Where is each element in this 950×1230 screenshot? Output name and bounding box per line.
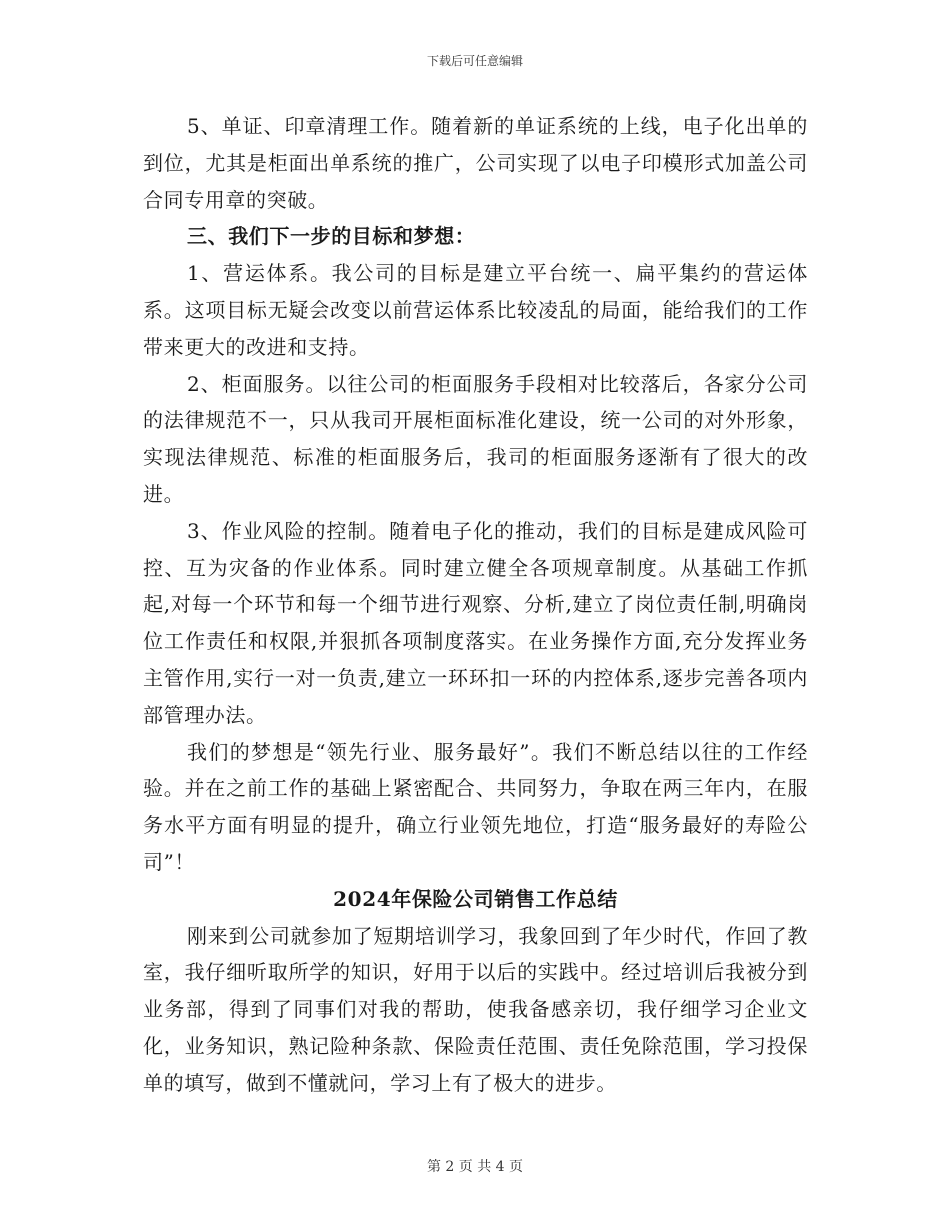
paragraph-counter-service: 2、柜面服务。以往公司的柜面服务手段相对比较落后，各家分公司的法律规范不一，只从我司开展柜面标准化建设，统一公司的对外形象，实现法律规范、标准的柜面服务后，我司的柜面服务逐渐有了很大的改进。	[143, 371, 808, 506]
page-header: 下载后可任意编辑	[426, 54, 523, 68]
section-heading-goals: 三、我们下一步的目标和梦想：	[187, 224, 476, 249]
paragraph-dream: 我们的梦想是“领先行业、服务最好”。我们不断总结以往的工作经验。并在之前工作的基础上紧密配合、共同努力，争取在两三年内，在服务水平方面有明显的提升，确立行业领先地位，打造“服务最好的寿险公司”！	[143, 739, 808, 874]
paragraph-risk-control: 3、作业风险的控制。随着电子化的推动，我们的目标是建成风险可控、互为灾备的作业体系。同时建立健全各项规章制度。从基础工作抓起,对每一个环节和每一个细节进行观察、分析,建立了岗位责任制,明确岗位工作责任和权限,并狠抓各项制度落实。在业务操作方面,充分发挥业务主管作用,实行一对一负责,建立一环环扣一环的内控体系,逐步完善各项内部管理办法。	[143, 518, 808, 727]
paragraph-training: 刚来到公司就参加了短期培训学习，我象回到了年少时代，作回了教室，我仔细听取所学的知识，好用于以后的实践中。经过培训后我被分到业务部，得到了同事们对我的帮助，使我备感亲切，我仔细学习企业文化，业务知识，熟记险种条款、保险责任范围、责任免除范围，学习投保单的填写，做到不懂就问，学习上有了极大的进步。	[143, 923, 808, 1095]
document-title: 2024年保险公司销售工作总结	[333, 886, 618, 911]
paragraph-operations-system: 1、营运体系。我公司的目标是建立平台统一、扁平集约的营运体系。这项目标无疑会改变以前营运体系比较凌乱的局面，能给我们的工作带来更大的改进和支持。	[143, 261, 808, 359]
paragraph-receipt-seal-cleanup: 5、单证、印章清理工作。随着新的单证系统的上线，电子化出单的到位，尤其是柜面出单系统的推广，公司实现了以电子印模形式加盖公司合同专用章的突破。	[143, 114, 808, 212]
page-footer: 第 2 页 共 4 页	[426, 1159, 524, 1175]
document-body	[143, 108, 808, 1102]
